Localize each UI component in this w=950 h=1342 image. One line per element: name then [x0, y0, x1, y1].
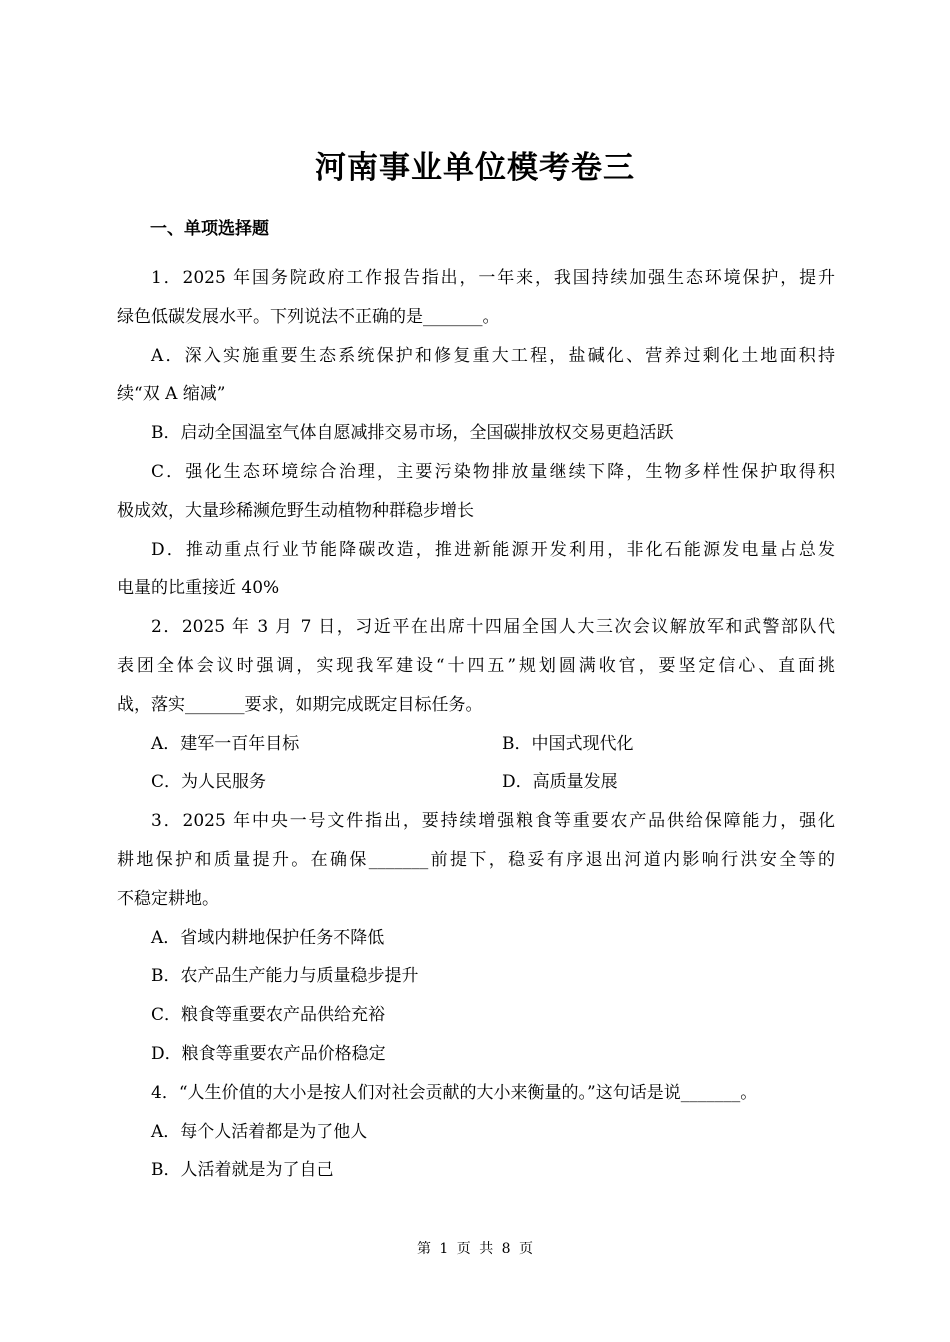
question-3-line-3: 不稳定耕地。 — [117, 888, 219, 909]
question-3-line-1: 3．2025 年中央一号文件指出，要持续增强粮食等重要农产品供给保障能力，强化 — [151, 811, 835, 832]
option-2c: C．为人民服务 — [151, 772, 267, 793]
option-2d: D．高质量发展 — [502, 772, 618, 793]
question-2-line-2: 表团全体会议时强调，实现我军建设“十四五”规划圆满收官，要坚定信心、直面挑 — [117, 655, 835, 676]
option-1d-line-2: 电量的比重接近 40% — [117, 578, 280, 599]
option-3d: D．粮食等重要农产品价格稳定 — [151, 1043, 386, 1064]
option-1a-line-2: 续“双 A 缩减” — [117, 384, 226, 405]
question-1-line-2: 绿色低碳发展水平。下列说法不正确的是_______。 — [117, 306, 500, 327]
option-3c: C．粮食等重要农产品供给充裕 — [151, 1005, 386, 1026]
option-1a-line-1: A．深入实施重要生态系统保护和修复重大工程，盐碱化、营养过剩化土地面积持 — [151, 345, 835, 366]
question-2-line-1: 2．2025 年 3 月 7 日，习近平在出席十四届全国人大三次会议解放军和武警部队代 — [151, 617, 835, 638]
question-body — [117, 264, 835, 1195]
options-2-row-2 — [117, 768, 835, 807]
options-2-row-1 — [117, 730, 835, 769]
option-3a: A．省域内耕地保护任务不降低 — [151, 927, 385, 948]
option-3b: B．农产品生产能力与质量稳步提升 — [151, 966, 419, 987]
question-1-line-1: 1．2025 年国务院政府工作报告指出，一年来，我国持续加强生态环境保护，提升 — [151, 268, 835, 288]
option-2a: A．建军一百年目标 — [151, 733, 300, 754]
option-4b: B．人活着就是为了自己 — [151, 1160, 334, 1181]
question-3-line-2: 耕地保护和质量提升。在确保_______前提下，稳妥有序退出河道内影响行洪安全等的 — [117, 849, 835, 870]
option-1c-line-1: C．强化生态环境综合治理，主要污染物排放量继续下降，生物多样性保护取得积 — [151, 461, 835, 482]
option-2b: B．中国式现代化 — [502, 733, 634, 754]
option-1c-line-2: 极成效，大量珍稀濒危野生动植物种群稳步增长 — [117, 500, 474, 521]
page-footer: 第 1 页 共 8 页 — [416, 1241, 534, 1257]
question-4: 4．“人生价值的大小是按人们对社会贡献的大小来衡量的。”这句话是说_______。 — [151, 1082, 758, 1103]
section-heading: 一、单项选择题 — [150, 219, 269, 239]
page-title: 河南事业单位模考卷三 — [315, 150, 635, 186]
option-4a: A．每个人活着都是为了他人 — [151, 1121, 368, 1142]
question-2-line-3: 战，落实_______要求，如期完成既定目标任务。 — [117, 694, 483, 715]
option-1b: B．启动全国温室气体自愿减排交易市场，全国碳排放权交易更趋活跃 — [151, 423, 674, 444]
option-1d-line-1: D．推动重点行业节能降碳改造，推进新能源开发利用，非化石能源发电量占总发 — [151, 539, 835, 560]
